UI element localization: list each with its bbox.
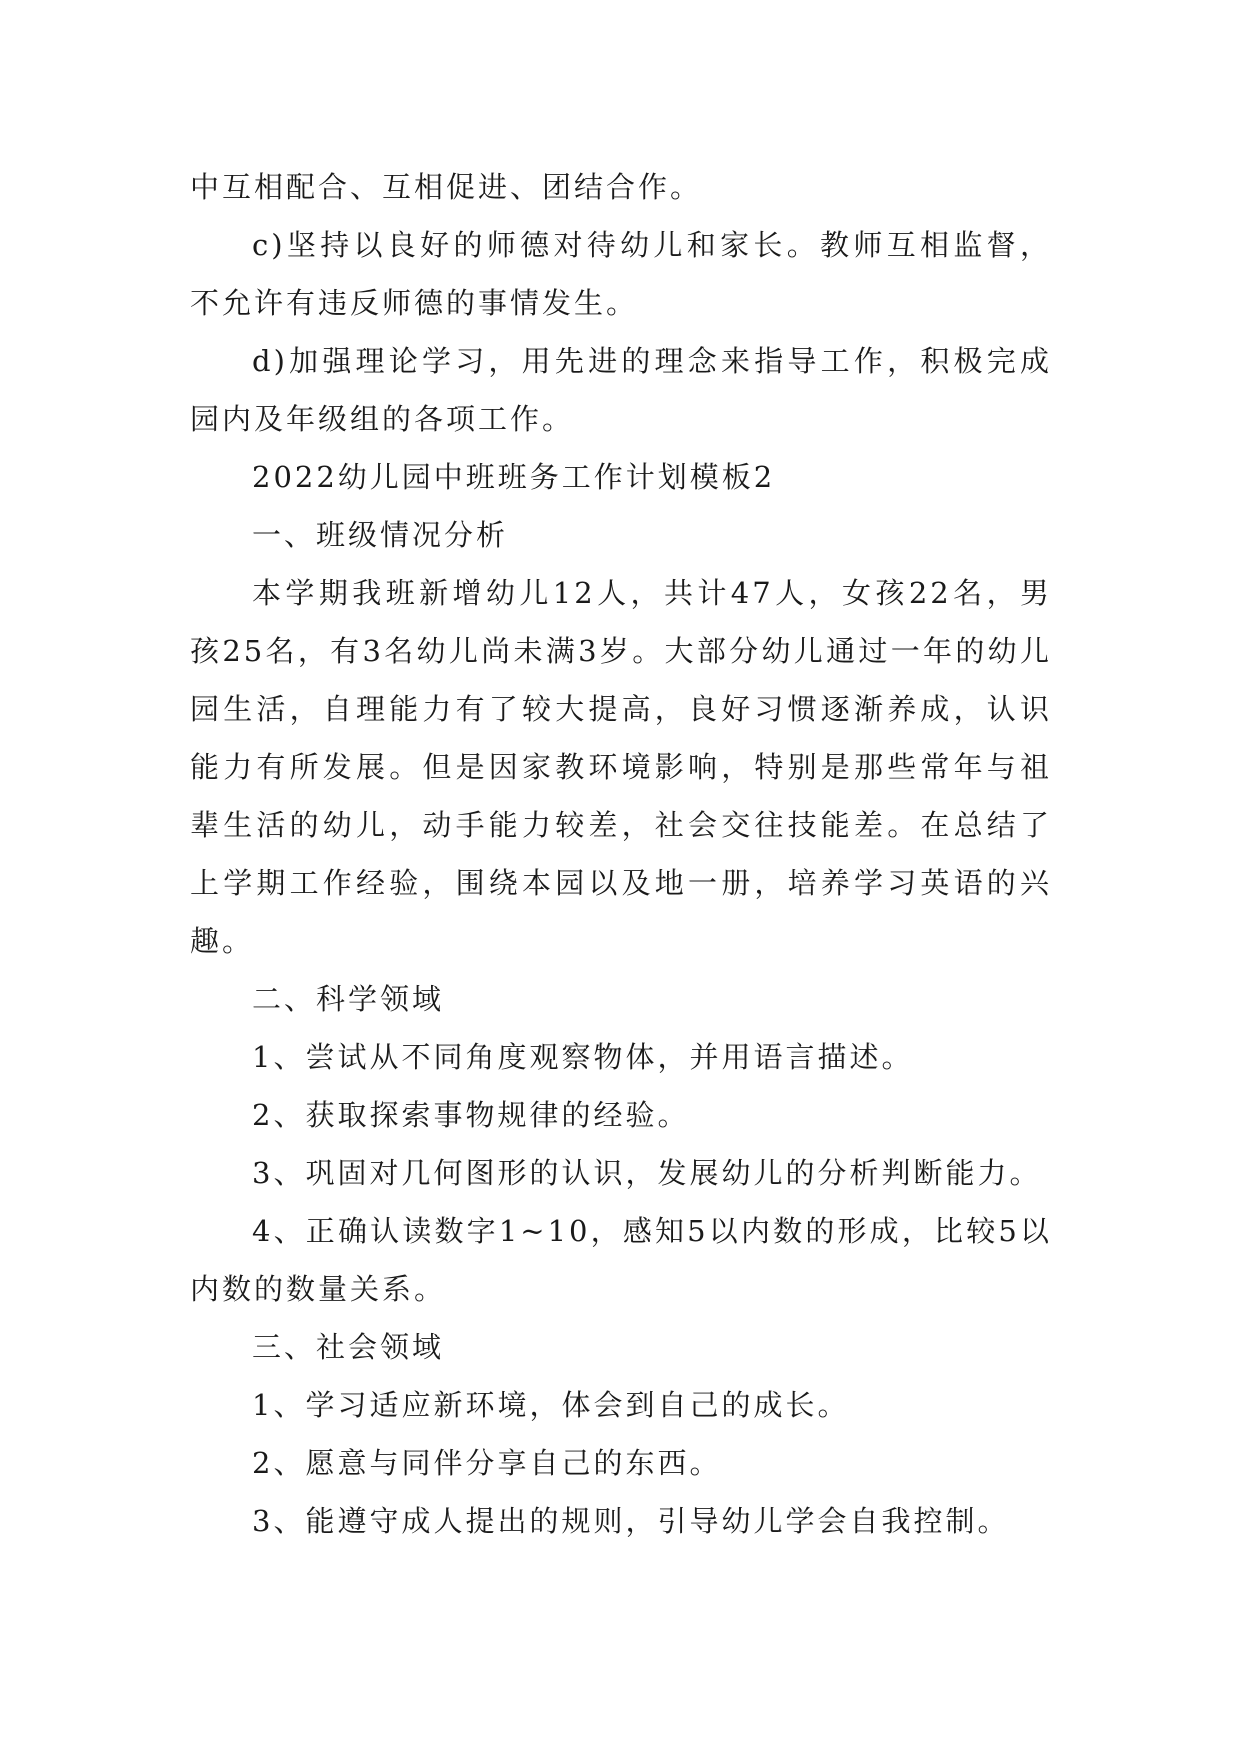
list-item-science-1: 1、尝试从不同角度观察物体，并用语言描述。: [252, 1040, 914, 1074]
heading-class-analysis: 一、班级情况分析: [252, 518, 509, 552]
document-body: [190, 158, 1052, 1550]
list-item-science-4: 4、正确认读数字1~10，感知5以内数的形成，比较5以内数的数量关系。: [190, 1214, 1052, 1306]
heading-social-domain: 三、社会领域: [252, 1330, 445, 1364]
section-title-template-2: 2022幼儿园中班班务工作计划模板2: [252, 460, 776, 494]
paragraph-continuation: 中互相配合、互相促进、团结合作。: [190, 170, 703, 204]
heading-science-domain: 二、科学领域: [252, 982, 445, 1016]
list-item-social-2: 2、愿意与同伴分享自己的东西。: [252, 1446, 722, 1480]
list-item-science-2: 2、获取探索事物规律的经验。: [252, 1098, 690, 1132]
paragraph-class-analysis: 本学期我班新增幼儿12人，共计47人，女孩22名，男孩25名，有3名幼儿尚未满3岁。大部分幼儿通过一年的幼儿园生活，自理能力有了较大提高，良好习惯逐渐养成，认识能力有所发展。但是因家教环境影响，特别是那些常年与祖辈生活的幼儿，动手能力较差，社会交往技能差。在总结了上学期工作经验，围绕本园以及地一册，培养学习英语的兴趣。: [190, 576, 1052, 958]
paragraph-c-ethics: c)坚持以良好的师德对待幼儿和家长。教师互相监督，不允许有违反师德的事情发生。: [190, 228, 1052, 320]
paragraph-d-theory: d)加强理论学习，用先进的理念来指导工作，积极完成园内及年级组的各项工作。: [190, 344, 1052, 436]
list-item-social-3: 3、能遵守成人提出的规则，引导幼儿学会自我控制。: [252, 1504, 1010, 1538]
list-item-social-1: 1、学习适应新环境，体会到自己的成长。: [252, 1388, 850, 1422]
list-item-science-3: 3、巩固对几何图形的认识，发展幼儿的分析判断能力。: [252, 1156, 1042, 1190]
